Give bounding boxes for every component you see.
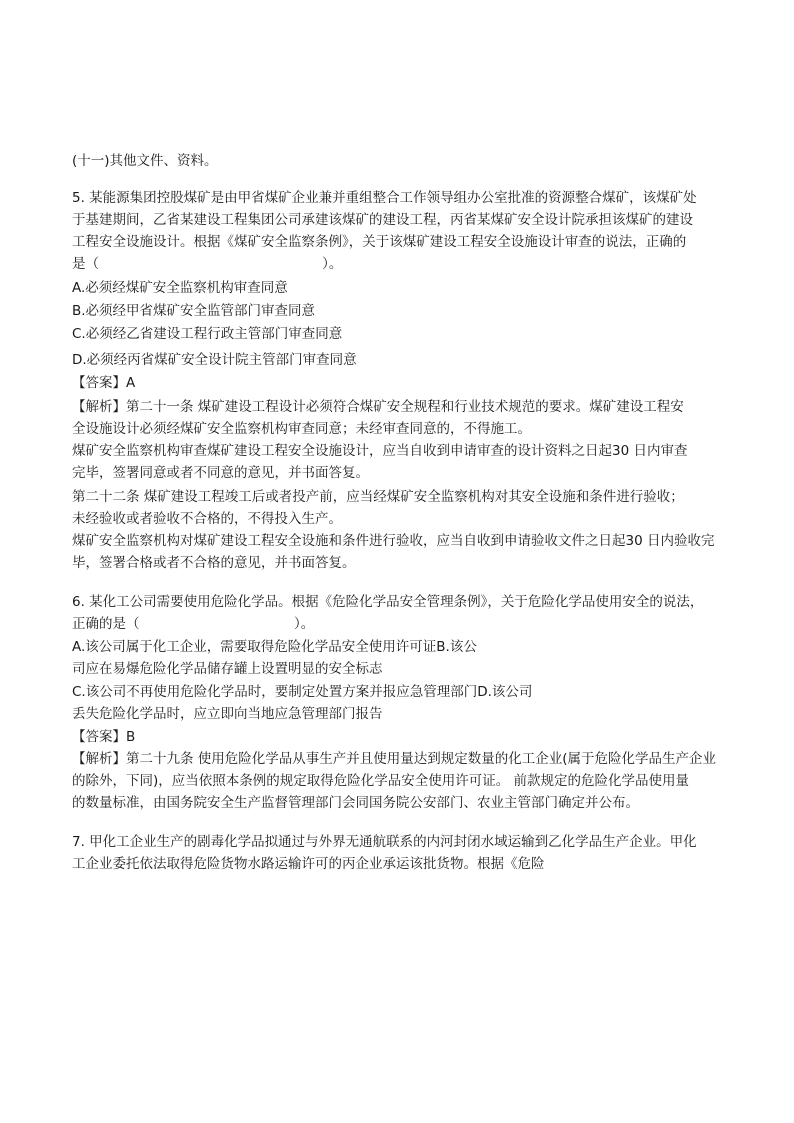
question-7-line: 工企业委托依法取得危险货物水路运输许可的丙企业承运该批货物。根据《危险 bbox=[72, 856, 545, 872]
option-line: 司应在易爆危险化学品储存罐上设置明显的安全标志 bbox=[72, 661, 383, 677]
option-line: A.该公司属于化工企业，需要取得危险化学品安全使用许可证B.该公 bbox=[72, 639, 477, 655]
question-5-line: 工程安全设施设计。根据《煤矿安全监察条例》，关于该煤矿建设工程安全设施设计审查的说法，正确的 bbox=[72, 234, 687, 250]
option-line: C.该公司不再使用危险化学品时，要制定处置方案并报应急管理部门D.该公司 bbox=[72, 684, 533, 700]
analysis-line: 完毕，签署同意或者不同意的意见，并书面答复。 bbox=[72, 465, 369, 481]
analysis-line: 【解析】第二十九条 使用危险化学品从事生产并且使用量达到规定数量的化工企业(属于危险化学品生产企业 bbox=[72, 751, 717, 767]
analysis-line: 的数量标准，由国务院安全生产监督管理部门会同国务院公安部门、农业主管部门确定并公布。 bbox=[72, 795, 639, 811]
analysis-line: 【解析】第二十一条 煤矿建设工程设计必须符合煤矿安全规程和行业技术规范的要求。煤矿建设工程安 bbox=[72, 399, 684, 415]
option-a: A.必须经煤矿安全监察机构审查同意 bbox=[72, 280, 288, 296]
analysis-line: 煤矿安全监察机构审查煤矿建设工程安全设施设计，应当自收到申请审查的设计资料之日起30 日内审查 bbox=[72, 443, 688, 459]
analysis-line: 的除外，下同)，应当依照本条例的规定取得危险化学品安全使用许可证。 前款规定的危险化学品使用量 bbox=[72, 773, 690, 789]
option-b: B.必须经甲省煤矿安全监管部门审查同意 bbox=[72, 303, 316, 319]
answer-label: 【答案】A bbox=[72, 375, 136, 391]
analysis-line: 煤矿安全监察机构对煤矿建设工程安全设施和条件进行验收，应当自收到申请验收文件之日起30 日内验收完 bbox=[72, 533, 715, 549]
analysis-line: 全设施设计必须经煤矿安全监察机构审查同意；未经审查同意的，不得施工。 bbox=[72, 421, 531, 437]
analysis-line: 第二十二条 煤矿建设工程竣工后或者投产前，应当经煤矿安全监察机构对其安全设施和条件进行验收； bbox=[72, 489, 684, 505]
analysis-line: 毕，签署合格或者不合格的意见，并书面答复。 bbox=[72, 555, 356, 571]
text-line: (十一)其他文件、资料。 bbox=[72, 153, 218, 169]
question-6-line: 正确的是（ ）。 bbox=[72, 616, 315, 632]
question-7-line: 7. 甲化工企业生产的剧毒化学品拟通过与外界无通航联系的内河封闭水域运输到乙化学品生产企业。甲化 bbox=[72, 834, 697, 850]
option-line: 丢失危险化学品时，应立即向当地应急管理部门报告 bbox=[72, 706, 383, 722]
answer-label: 【答案】B bbox=[72, 729, 136, 745]
question-5-line: 于基建期间，乙省某建设工程集团公司承建该煤矿的建设工程，丙省某煤矿安全设计院承担该煤矿的建设 bbox=[72, 212, 693, 228]
question-6-line: 6. 某化工公司需要使用危险化学品。根据《危险化学品安全管理条例》，关于危险化学品使用安全的说法， bbox=[72, 594, 704, 610]
question-5-line: 是（ ）。 bbox=[72, 256, 343, 272]
analysis-line: 未经验收或者验收不合格的，不得投入生产。 bbox=[72, 511, 342, 527]
option-d: D.必须经丙省煤矿安全设计院主管部门审查同意 bbox=[72, 352, 357, 368]
question-5-line: 5. 某能源集团控股煤矿是由甲省煤矿企业兼并重组整合工作领导组办公室批准的资源整合煤矿，该煤矿处 bbox=[72, 190, 697, 206]
option-c: C.必须经乙省建设工程行政主管部门审查同意 bbox=[72, 326, 343, 342]
